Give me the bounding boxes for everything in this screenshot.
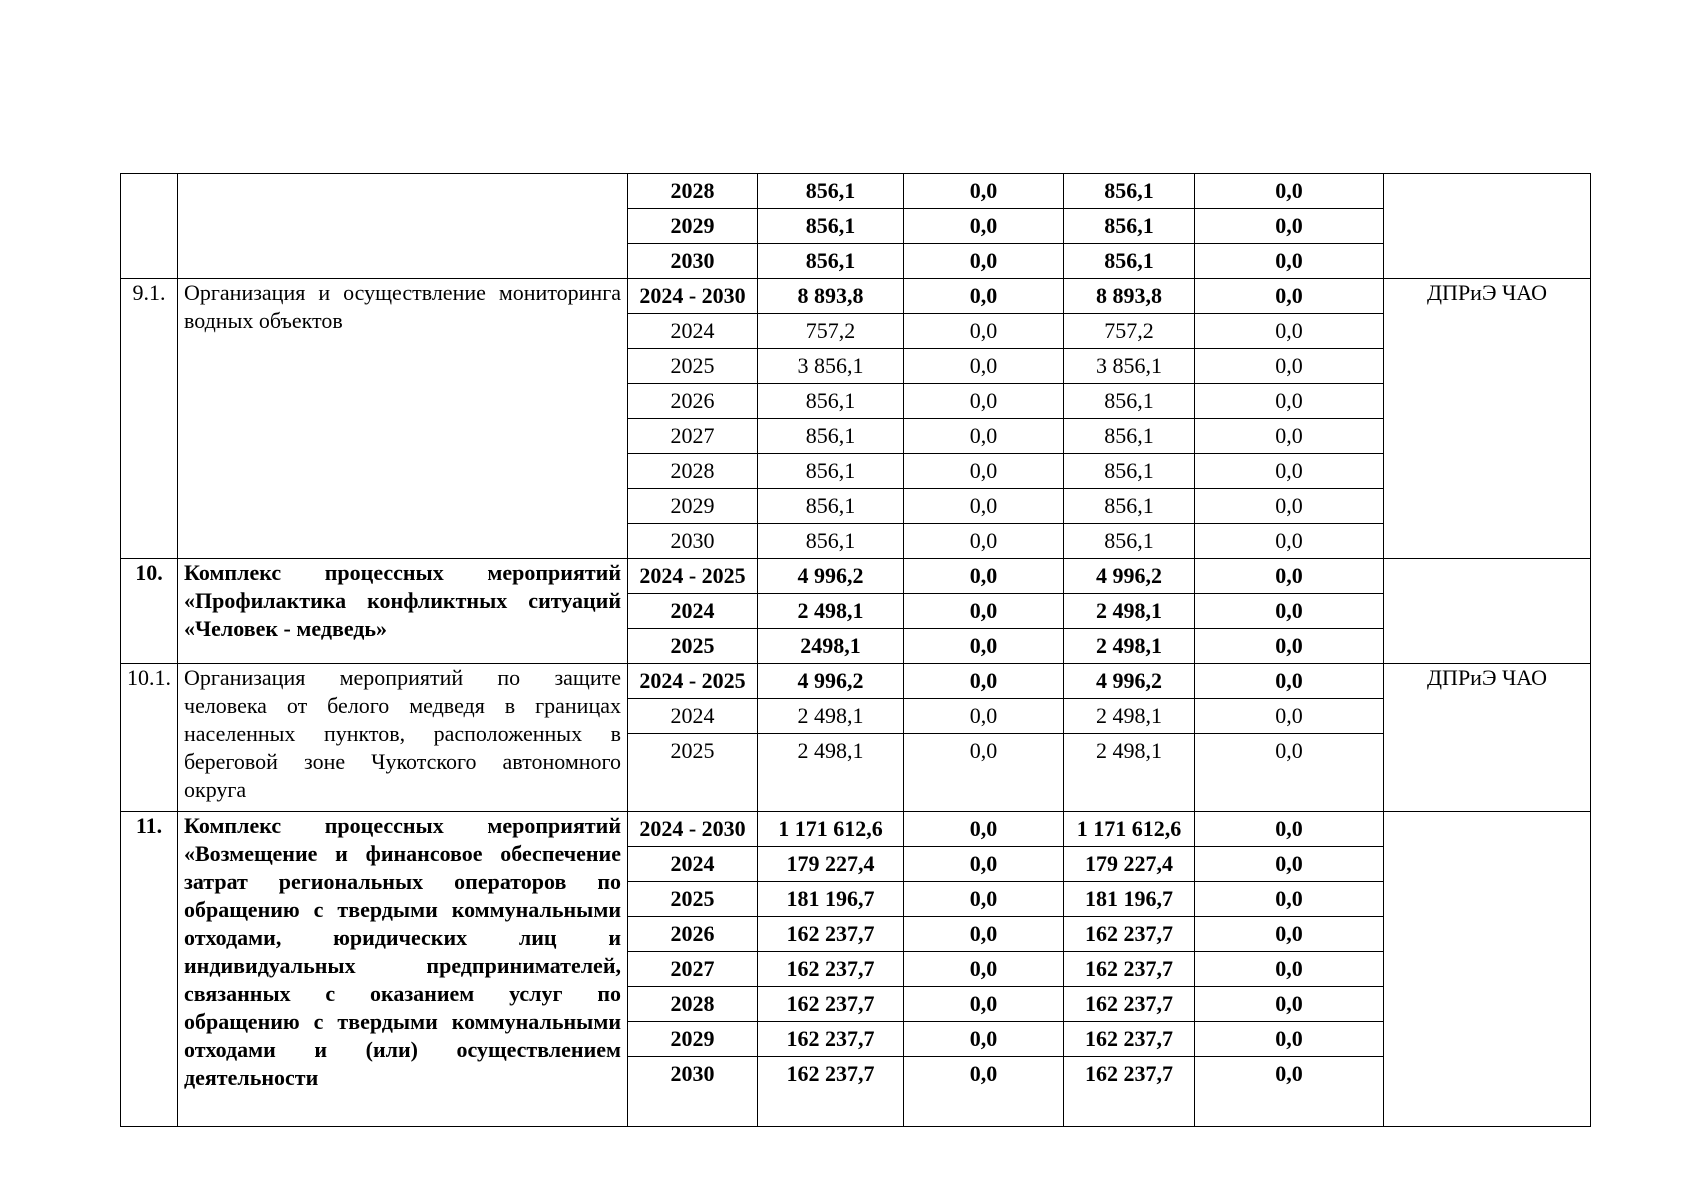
value-cell: 0,0 (1195, 952, 1384, 987)
total-cell: 4 996,2 (758, 559, 904, 594)
value-cell: 0,0 (1195, 699, 1384, 734)
value-cell: 0,0 (904, 734, 1064, 812)
value-cell: 0,0 (904, 847, 1064, 882)
total-cell: 162 237,7 (758, 1057, 904, 1127)
value-cell: 0,0 (904, 244, 1064, 279)
value-cell: 0,0 (904, 524, 1064, 559)
program-funding-table (120, 173, 1591, 1127)
total-cell: 162 237,7 (758, 1022, 904, 1057)
year-cell: 2024 (628, 699, 758, 734)
total-cell: 8 893,8 (758, 279, 904, 314)
total-cell: 2498,1 (758, 629, 904, 664)
value-cell: 0,0 (1195, 917, 1384, 952)
year-cell: 2026 (628, 384, 758, 419)
year-cell: 2024 (628, 314, 758, 349)
activity-name-cell: Организация мероприятий по защите человека от белого медведя в границах населенных пунктов, расположенных в береговой зоне Чукотского автономного округа (178, 664, 628, 812)
activity-name-cell: Комплекс процессных мероприятий «Профилактика конфликтных ситуаций «Человек - медведь» (178, 559, 628, 664)
activity-name-cell (178, 174, 628, 279)
value-cell: 0,0 (1195, 1057, 1384, 1127)
value-cell: 162 237,7 (1064, 987, 1195, 1022)
executor-cell (1384, 812, 1591, 1127)
value-cell: 0,0 (904, 349, 1064, 384)
value-cell: 162 237,7 (1064, 1022, 1195, 1057)
row-number-cell: 10.1. (121, 664, 178, 812)
total-cell: 2 498,1 (758, 734, 904, 812)
total-cell: 856,1 (758, 209, 904, 244)
year-cell: 2025 (628, 349, 758, 384)
value-cell: 8 893,8 (1064, 279, 1195, 314)
value-cell: 856,1 (1064, 209, 1195, 244)
row-number-cell (121, 174, 178, 279)
value-cell: 0,0 (1195, 174, 1384, 209)
row-number-cell: 11. (121, 812, 178, 1127)
value-cell: 0,0 (904, 629, 1064, 664)
year-cell: 2026 (628, 917, 758, 952)
year-cell: 2028 (628, 454, 758, 489)
year-cell: 2028 (628, 987, 758, 1022)
year-cell: 2024 - 2025 (628, 559, 758, 594)
table-row (121, 812, 1591, 847)
value-cell: 2 498,1 (1064, 594, 1195, 629)
value-cell: 0,0 (904, 419, 1064, 454)
value-cell: 0,0 (1195, 734, 1384, 812)
year-cell: 2025 (628, 734, 758, 812)
value-cell: 4 996,2 (1064, 559, 1195, 594)
executor-cell: ДПРиЭ ЧАО (1384, 279, 1591, 559)
year-cell: 2029 (628, 489, 758, 524)
total-cell: 856,1 (758, 454, 904, 489)
value-cell: 0,0 (904, 594, 1064, 629)
year-cell: 2028 (628, 174, 758, 209)
value-cell: 856,1 (1064, 244, 1195, 279)
total-cell: 856,1 (758, 174, 904, 209)
year-cell: 2030 (628, 524, 758, 559)
value-cell: 162 237,7 (1064, 1057, 1195, 1127)
value-cell: 0,0 (1195, 209, 1384, 244)
total-cell: 856,1 (758, 524, 904, 559)
total-cell: 162 237,7 (758, 917, 904, 952)
year-cell: 2029 (628, 1022, 758, 1057)
value-cell: 2 498,1 (1064, 699, 1195, 734)
year-cell: 2024 (628, 594, 758, 629)
year-cell: 2024 - 2025 (628, 664, 758, 699)
year-cell: 2025 (628, 882, 758, 917)
value-cell: 856,1 (1064, 489, 1195, 524)
value-cell: 0,0 (1195, 244, 1384, 279)
value-cell: 2 498,1 (1064, 734, 1195, 812)
total-cell: 2 498,1 (758, 594, 904, 629)
value-cell: 0,0 (1195, 314, 1384, 349)
total-cell: 1 171 612,6 (758, 812, 904, 847)
activity-name-cell: Организация и осуществление мониторинга водных объектов (178, 279, 628, 559)
value-cell: 0,0 (1195, 594, 1384, 629)
total-cell: 856,1 (758, 244, 904, 279)
total-cell: 856,1 (758, 419, 904, 454)
year-cell: 2024 - 2030 (628, 279, 758, 314)
value-cell: 0,0 (1195, 279, 1384, 314)
value-cell: 0,0 (904, 917, 1064, 952)
activity-name-cell: Комплекс процессных мероприятий «Возмещение и финансовое обеспечение затрат региональных операторов по обращению с твердыми коммунальными отходами, юридических лиц и индивидуальных предпринимателей, связанных с оказанием услуг по обращению с твердыми коммунальными отходами и (или) осуществлением деятельности (178, 812, 628, 1127)
total-cell: 856,1 (758, 384, 904, 419)
value-cell: 0,0 (1195, 847, 1384, 882)
value-cell: 3 856,1 (1064, 349, 1195, 384)
row-number-cell: 10. (121, 559, 178, 664)
value-cell: 181 196,7 (1064, 882, 1195, 917)
total-cell: 2 498,1 (758, 699, 904, 734)
value-cell: 0,0 (1195, 882, 1384, 917)
row-number-cell: 9.1. (121, 279, 178, 559)
table-row (121, 664, 1591, 699)
value-cell: 0,0 (1195, 419, 1384, 454)
value-cell: 0,0 (1195, 987, 1384, 1022)
value-cell: 0,0 (904, 664, 1064, 699)
value-cell: 0,0 (1195, 384, 1384, 419)
value-cell: 162 237,7 (1064, 952, 1195, 987)
year-cell: 2025 (628, 629, 758, 664)
value-cell: 4 996,2 (1064, 664, 1195, 699)
value-cell: 856,1 (1064, 419, 1195, 454)
value-cell: 0,0 (1195, 629, 1384, 664)
executor-cell (1384, 174, 1591, 279)
value-cell: 0,0 (904, 454, 1064, 489)
year-cell: 2027 (628, 952, 758, 987)
value-cell: 0,0 (1195, 489, 1384, 524)
value-cell: 179 227,4 (1064, 847, 1195, 882)
value-cell: 856,1 (1064, 454, 1195, 489)
value-cell: 2 498,1 (1064, 629, 1195, 664)
value-cell: 0,0 (904, 314, 1064, 349)
value-cell: 757,2 (1064, 314, 1195, 349)
executor-cell: ДПРиЭ ЧАО (1384, 664, 1591, 812)
value-cell: 0,0 (1195, 559, 1384, 594)
year-cell: 2024 (628, 847, 758, 882)
total-cell: 181 196,7 (758, 882, 904, 917)
executor-cell (1384, 559, 1591, 664)
table-row (121, 279, 1591, 314)
year-cell: 2029 (628, 209, 758, 244)
total-cell: 162 237,7 (758, 987, 904, 1022)
value-cell: 0,0 (904, 882, 1064, 917)
value-cell: 0,0 (904, 1057, 1064, 1127)
value-cell: 0,0 (1195, 454, 1384, 489)
value-cell: 0,0 (904, 209, 1064, 244)
year-cell: 2030 (628, 244, 758, 279)
total-cell: 179 227,4 (758, 847, 904, 882)
table-row (121, 559, 1591, 594)
year-cell: 2030 (628, 1057, 758, 1127)
value-cell: 0,0 (1195, 524, 1384, 559)
total-cell: 162 237,7 (758, 952, 904, 987)
year-cell: 2027 (628, 419, 758, 454)
value-cell: 0,0 (904, 699, 1064, 734)
total-cell: 4 996,2 (758, 664, 904, 699)
value-cell: 1 171 612,6 (1064, 812, 1195, 847)
value-cell: 0,0 (1195, 349, 1384, 384)
value-cell: 856,1 (1064, 524, 1195, 559)
value-cell: 0,0 (904, 812, 1064, 847)
value-cell: 856,1 (1064, 384, 1195, 419)
value-cell: 0,0 (904, 1022, 1064, 1057)
value-cell: 0,0 (904, 279, 1064, 314)
total-cell: 856,1 (758, 489, 904, 524)
value-cell: 0,0 (904, 489, 1064, 524)
value-cell: 0,0 (1195, 664, 1384, 699)
value-cell: 0,0 (904, 952, 1064, 987)
value-cell: 0,0 (904, 987, 1064, 1022)
value-cell: 0,0 (1195, 1022, 1384, 1057)
total-cell: 757,2 (758, 314, 904, 349)
year-cell: 2024 - 2030 (628, 812, 758, 847)
value-cell: 0,0 (904, 174, 1064, 209)
total-cell: 3 856,1 (758, 349, 904, 384)
value-cell: 0,0 (904, 384, 1064, 419)
value-cell: 0,0 (904, 559, 1064, 594)
value-cell: 856,1 (1064, 174, 1195, 209)
value-cell: 0,0 (1195, 812, 1384, 847)
table-row (121, 174, 1591, 209)
value-cell: 162 237,7 (1064, 917, 1195, 952)
